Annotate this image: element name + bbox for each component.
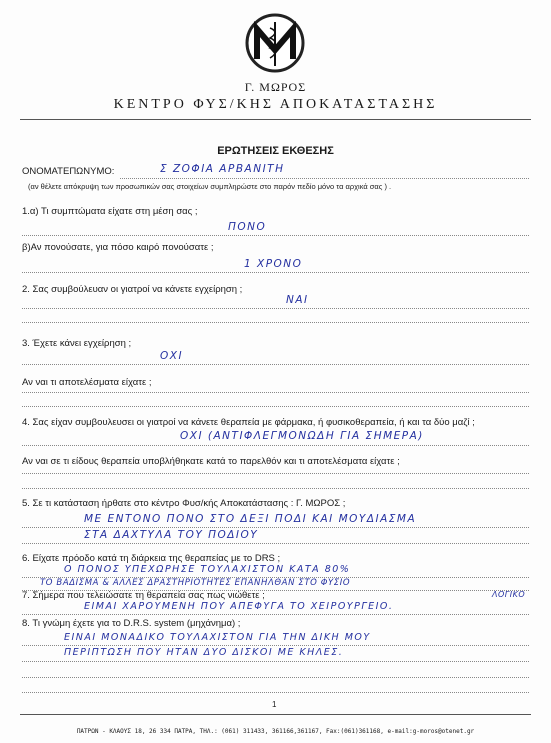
answer-line [22,543,529,544]
answer-line [22,473,529,474]
clinic-logo [244,12,306,74]
answer-line [22,488,529,489]
answer-line [22,692,529,693]
question-7: 7. Σήμερα που τελειώσατε τη θεραπεία σας πως νιώθετε ; [22,590,265,601]
answer-line [22,445,529,446]
clinic-subtitle: ΚΕΝΤΡΟ ΦΥΣ/ΚΗΣ ΑΠΟΚΑΤΑΣΤΑΣΗΣ [113,97,438,112]
answer-5-line1: ΜΕ ΕΝΤΟΝΟ ΠΟΝΟ ΣΤΟ ΔΕΞΙ ΠΟΔΙ ΚΑΙ ΜΟΥΔΙΑΣΜΑ [84,513,417,525]
name-value: Σ ΖΟΦΙΑ ΑΡΒΑΝΙΤΗ [160,163,285,175]
footer-divider [20,714,531,715]
answer-6-line1: Ο ΠΟΝΟΣ ΥΠΕΧΩΡΗΣΕ ΤΟΥΛΑΧΙΣΤΟΝ ΚΑΤΑ 80% [64,564,351,575]
question-4: 4. Σας είχαν συμβουλευσει οι γιατροί να κάνετε θεραπεία με φάρμακα, ή φυσικοθεραπεία, ή και τα δύο μαζί ; [22,417,475,428]
answer-8-line2: ΠΕΡΙΠΤΩΣΗ ΠΟΥ ΗΤΑΝ ΔΥΟ ΔΙΣΚΟΙ ΜΕ ΚΗΛΕΣ. [64,647,344,658]
name-label: ΟΝΟΜΑΤΕΠΩΝΥΜΟ: [22,166,115,177]
form-title: ΕΡΩΤΗΣΕΙΣ ΕΚΘΕΣΗΣ [217,145,334,157]
answer-line [22,677,529,678]
question-1b: β)Αν πονούσατε, για πόσο καιρό πονούσατε ; [22,242,214,253]
answer-line [22,614,529,615]
answer-8-line1: ΕΙΝΑΙ ΜΟΝΑΔΙΚΟ ΤΟΥΛΑΧΙΣΤΟΝ ΓΙΑ ΤΗΝ ΔΙΚΗ ΜΟΥ [64,632,371,643]
footer-contact: ΠΑΤΡΩΝ - ΚΛΑΟΥΣ 18, 26 334 ΠΑΤΡΑ, ΤΗΛ.: (061) 311433, 361166,361167, Fax:(061)361168, e-mail:g-moros@otenet.gr [76,728,475,735]
answer-line [22,308,529,309]
answer-line [22,272,529,273]
question-4-followup: Αν ναι σε τι είδους θεραπεία υποβλήθηκατε κατά το παρελθόν και τι αποτελέσματα είχατε ; [22,456,400,467]
answer-1b: 1 ΧΡΟΝΟ [244,258,303,270]
answer-7: ΕΙΜΑΙ ΧΑΡΟΥΜΕΝΗ ΠΟΥ ΑΠΕΦΥΓΑ ΤΟ ΧΕΙΡΟΥΡΓΕΙΟ. [84,601,394,612]
answer-line [22,235,529,236]
answer-4: ΟΧΙ (ΑΝΤΙΦΛΕΓΜΟΝΩΔΗ ΓΙΑ ΣΗΜΕΡΑ) [180,430,424,442]
question-3-followup: Αν ναι τι αποτελέσματα είχατε ; [22,377,152,388]
name-note: (αν θέλετε απόκρυψη των προσωπικών σας στοιχείων συμπληρώστε στο παρόν πεδίο μόνο τα αρχικά σας ) . [28,182,392,191]
question-3: 3. Έχετε κάνει εγχείρηση ; [22,338,132,349]
question-1a: 1.α) Τι συμπτώματα είχατε στη μέση σας ; [22,206,198,217]
question-8: 8. Τι γνώμη έχετε για το D.R.S. system (μηχάνημα) ; [22,618,241,629]
answer-line [22,392,529,393]
answer-line [22,527,529,528]
question-2: 2. Σας συμβούλευαν οι γιατροί να κάνετε εγχείρηση ; [22,284,243,295]
answer-line [22,406,529,407]
answer-5-line2: ΣΤΑ ΔΑΧΤΥΛΑ ΤΟΥ ΠΟΔΙΟΥ [84,529,259,541]
answer-2: ΝΑΙ [286,294,309,306]
question-5: 5. Σε τι κατάσταση ήρθατε στο κέντρο Φυσ/κής Αποκατάστασης : Γ. ΜΩΡΟΣ ; [22,498,346,509]
page-number: 1 [272,700,277,709]
name-line [120,178,529,179]
answer-6-line2: ΤΟ ΒΑΔΙΣΜΑ & ΑΛΛΕΣ ΔΡΑΣΤΗΡΙΟΤΗΤΕΣ ΕΠΑΝΗΛΘΑΝ ΣΤΟ ΦΥΣΙΟ [40,578,351,588]
answer-7-aside: ΛΟΓΙΚΟ [492,590,526,599]
answer-line [22,364,529,365]
question-6: 6. Είχατε πρόοδο κατά τη διάρκεια της θεραπείας με το DRS ; [22,553,281,564]
clinic-name: Γ. ΜΩΡΟΣ [244,80,307,94]
answer-line [22,661,529,662]
answer-line [22,645,529,646]
header-divider [20,119,531,120]
answer-1a: ΠΟΝΟ [228,221,267,233]
answer-line [22,322,529,323]
answer-3: ΟΧΙ [160,350,184,362]
